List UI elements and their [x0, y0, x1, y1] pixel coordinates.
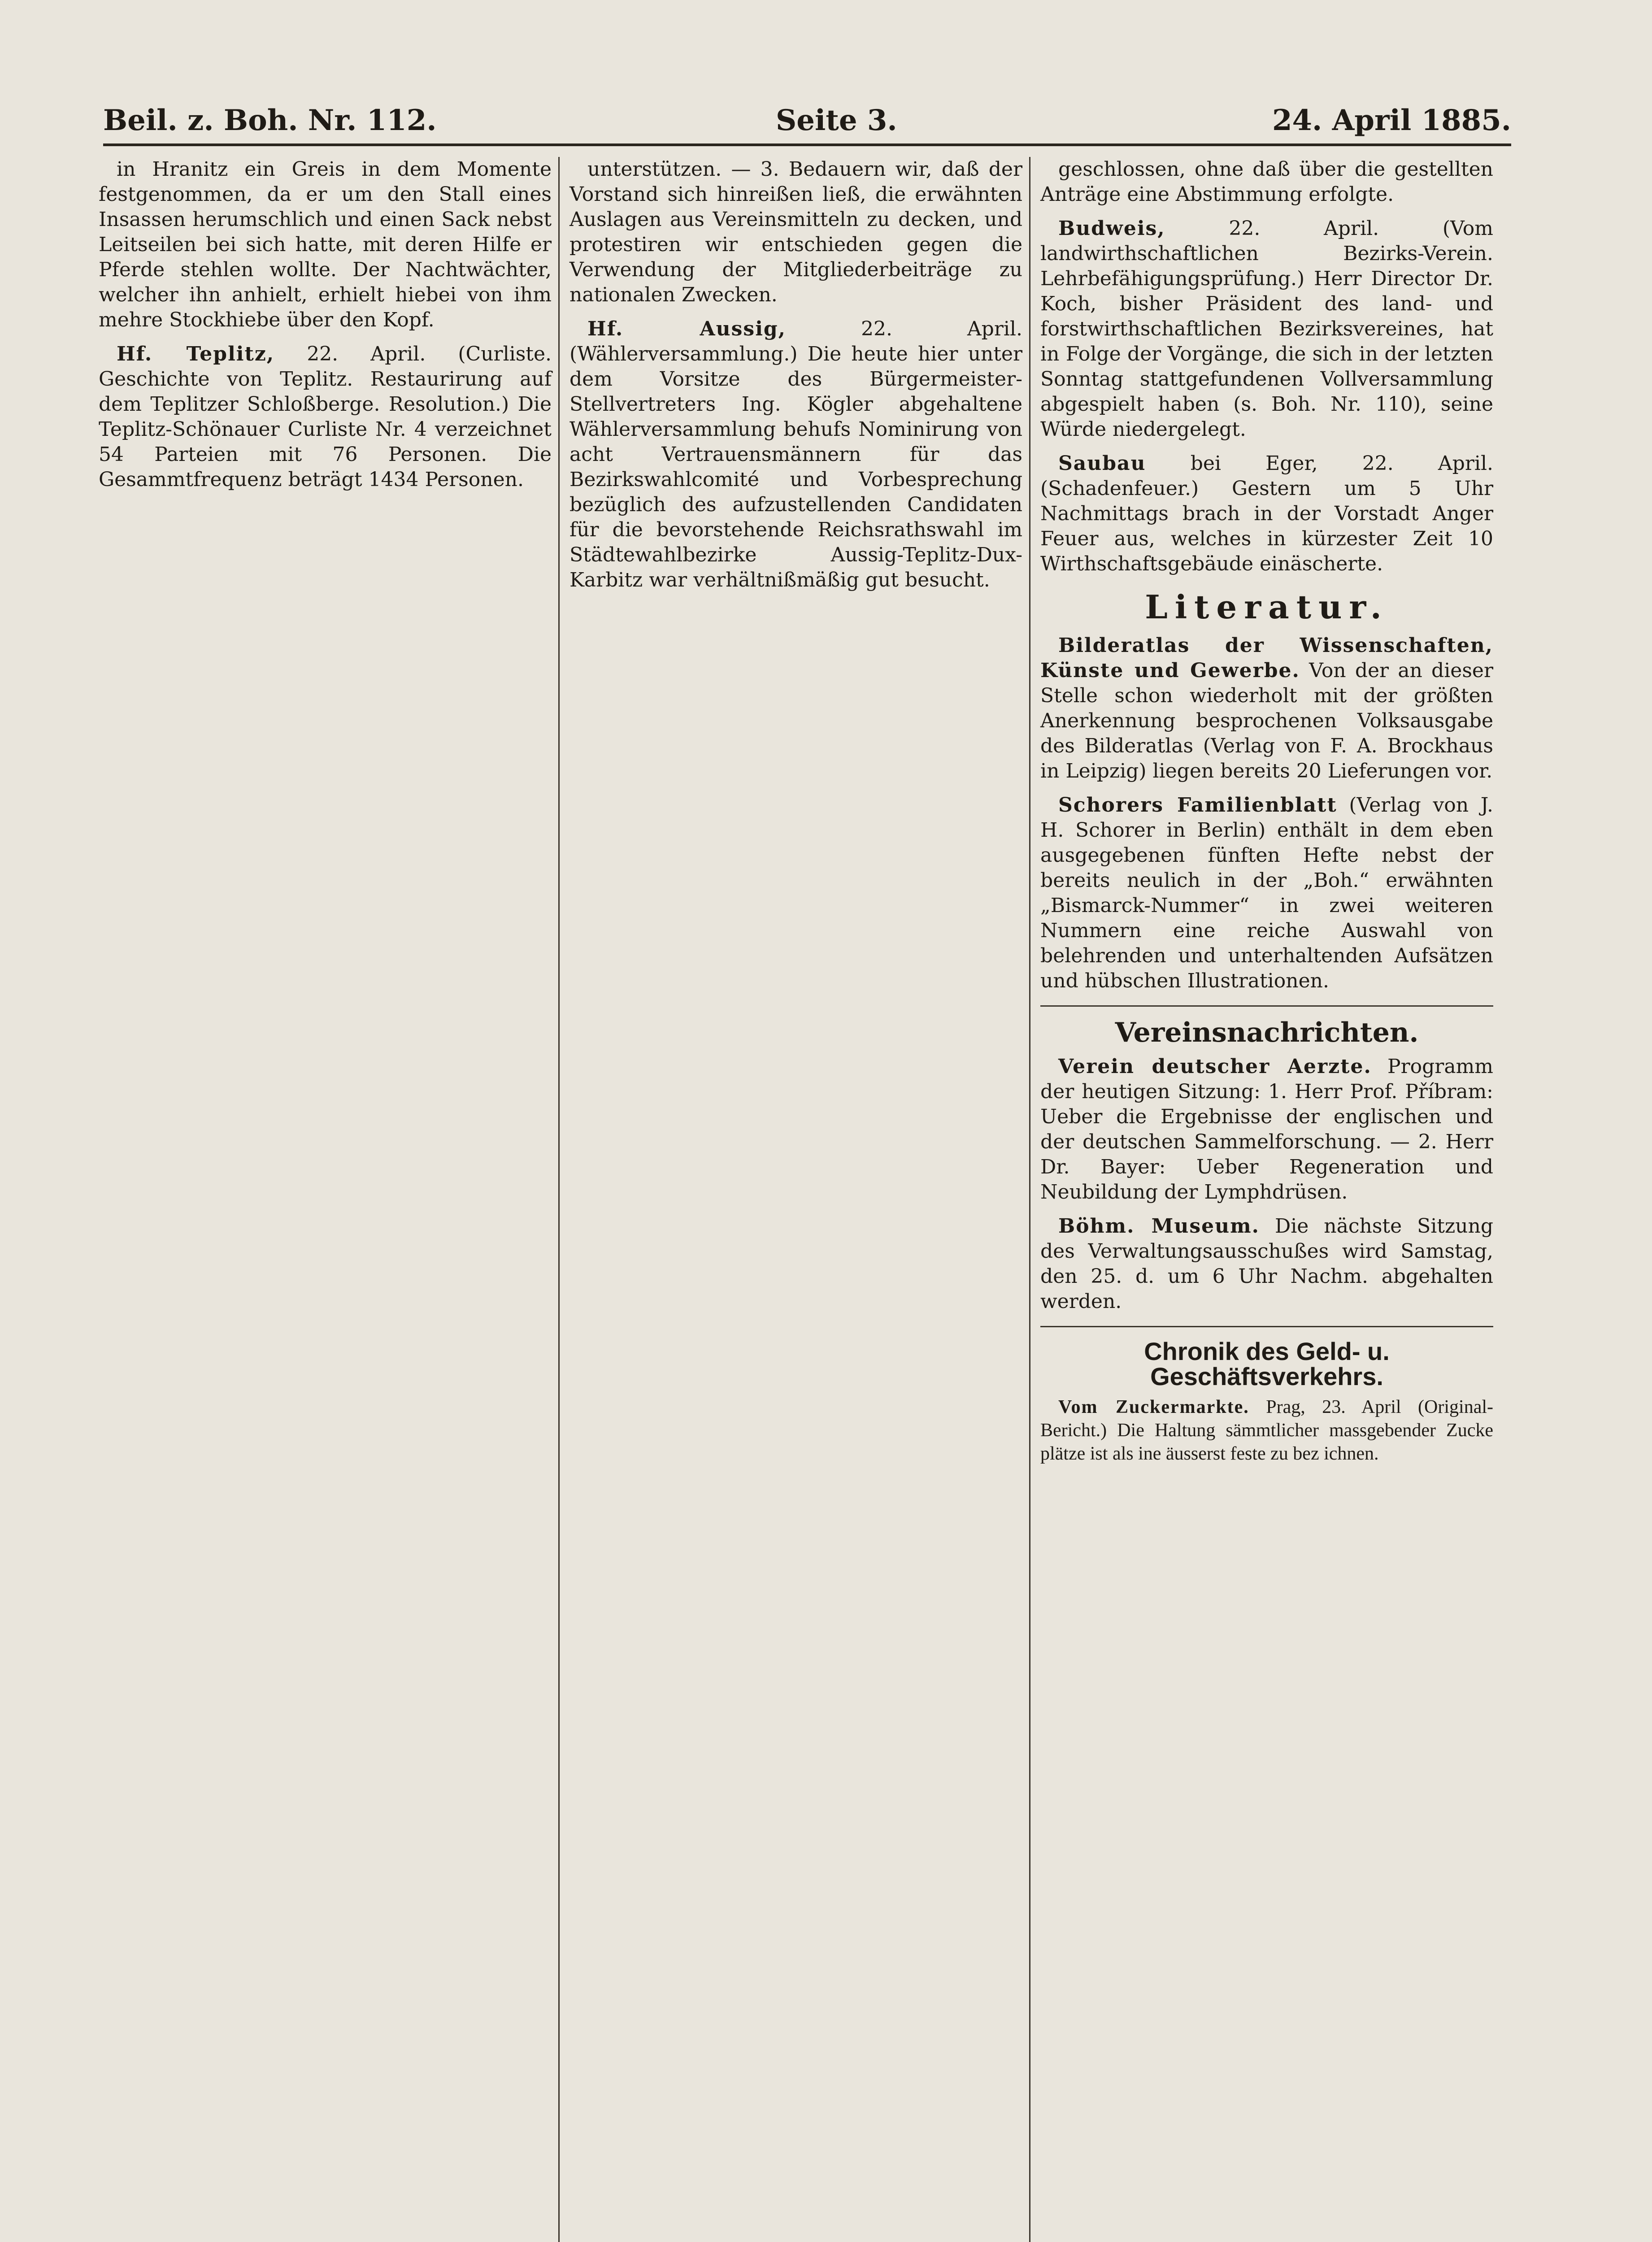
article-text: Programm der heutigen Sitzung: 1. Herr Prof. Příbram: Ueber die Ergebnisse der englischen und der deutschen Sammelforschung. — 2. Herr Dr. Bayer: Ueber Regeneration und Neubildung der Lymphdrüsen. — [1040, 1055, 1493, 1204]
column-divider — [1029, 157, 1030, 2242]
section-title-vereinsnachrichten: Vereinsnachrichten. — [1115, 1017, 1419, 1048]
article-lead: Vom Zuckermarkte. — [1058, 1397, 1249, 1417]
article-text: Von der an dieser Stelle schon wiederholt mit der größten Anerkennung besprochenen Volksausgabe des Bilderatlas (Verlag von F. A. Brockhaus in Leipzig) liegen bereits 20 Lieferungen vor. — [1040, 659, 1493, 782]
column-1 — [99, 157, 552, 501]
article-text: Prag, 23. April (Original-Bericht.) Die Haltung sämmtlicher massgebender Zucke plätze ist als ine äusserst feste zu bez ichnen. — [1040, 1397, 1493, 1464]
section-title-chronik: Chronik des Geld- u. Geschäftsverkehrs. — [1144, 1337, 1390, 1390]
article-saubau — [1040, 451, 1493, 577]
literature-item — [1040, 633, 1493, 784]
article-lead: Budweis, — [1058, 217, 1165, 240]
club-news-item — [1040, 1054, 1493, 1205]
literature-item — [1040, 793, 1493, 994]
market-report — [1040, 1395, 1493, 1465]
article-lead: Hf. Teplitz, — [117, 343, 275, 365]
article-date: 22. April. — [307, 343, 426, 365]
article-paragraph: unterstützen. — 3. Bedauern wir, daß der Vorstand sich hinreißen ließ, die erwähnten Auslagen aus Vereinsmitteln zu decken, und protestiren wir entschieden gegen die Verwendung der Mitgliederbeiträge zu nationalen Zwecken. — [570, 158, 1022, 306]
article-lead: Hf. Aussig, — [587, 317, 786, 340]
column-divider — [558, 157, 560, 2242]
column-2 — [570, 157, 1022, 602]
article-teplitz — [99, 342, 552, 492]
article-text: Die nächste Sitzung des Verwaltungsausschußes wird Samstag, den 25. d. um 6 Uhr Nachm. abgehalten werden. — [1040, 1215, 1493, 1313]
article-budweis — [1040, 216, 1493, 442]
column-3 — [1040, 157, 1493, 1474]
article-text: (Curliste. Geschichte von Teplitz. Restaurirung auf dem Teplitzer Schloßberge. Resolution.) Die Teplitz-Schönauer Curliste Nr. 4 verzeichnet 54 Parteien mit 76 Personen. Die Gesammtfrequenz beträgt 1434 Personen. — [99, 343, 552, 491]
article-paragraph: geschlossen, ohne daß über die gestellten Anträge eine Abstimmung erfolgte. — [1040, 158, 1493, 206]
article-paragraph: in Hranitz ein Greis in dem Momente festgenommen, da er um den Stall eines Insassen herumschlich und einen Sack nebst Leitseilen bei sich hatte, mit deren Hilfe er Pferde stehlen wollte. Der Nachtwächter, welcher ihn anhielt, erhielt hiebei von ihm mehre Stockhiebe über den Kopf. — [99, 158, 552, 331]
article-date: 22. April. — [1229, 217, 1379, 240]
article-text: (Wählerversammlung.) Die heute hier unter dem Vorsitze des Bürgermeister-Stellvertreters Ing. Kögler abgehaltene Wählerversammlung behufs Nominirung von acht Vertrauensmännern für das Bezirkswahlcomité und Vorbesprechung bezüglich des aufzustellenden Candidaten für die bevorstehende Reichsrathswahl im Städtewahlbezirke Aussig-Teplitz-Dux-Karbitz war verhältnißmäßig gut besucht. — [570, 343, 1022, 591]
page-header — [103, 94, 1511, 146]
article-lead: Schorers Familienblatt — [1058, 794, 1337, 817]
newspaper-page — [90, 81, 1525, 2242]
section-divider — [1040, 1005, 1493, 1007]
article-lead: Bilderatlas der Wissenschaften, Künste und Gewerbe. — [1040, 634, 1493, 682]
article-text: bei Eger, 22. April. (Schadenfeuer.) Gestern um 5 Uhr Nachmittags brach in der Vorstadt Anger Feuer aus, welches in kürzester Zeit 10 Wirthschaftsgebäude einäscherte. — [1040, 452, 1493, 575]
article-lead: Saubau — [1058, 452, 1146, 475]
club-news-item — [1040, 1214, 1493, 1314]
article-text: (Verlag von J. H. Schorer in Berlin) enthält in dem eben ausgegebenen fünften Hefte nebst der bereits neulich in der „Boh.“ erwähnten „Bismarck-Nummer“ in zwei weiteren Nummern eine reiche Auswahl von belehrenden und unterhaltenden Aufsätzen und hübschen Illustrationen. — [1040, 794, 1493, 992]
section-title-literatur: Literatur. — [1145, 588, 1389, 626]
article-lead: Verein deutscher Aerzte. — [1058, 1055, 1372, 1078]
page-number: Seite 3. — [776, 104, 897, 137]
article-date: 22. April. — [861, 317, 1022, 340]
section-divider — [1040, 1326, 1493, 1327]
article-text: (Vom landwirthschaftlichen Bezirks-Verein. Lehrbefähigungsprüfung.) Herr Director Dr. Koch, bisher Präsident des land- und forstwirthschaftlichen Bezirksvereines, hat in Folge der Vorgänge, die sich in der letzten Sonntag stattgefundenen Vollversammlung abgespielt haben (s. Boh. Nr. 110), seine Würde niedergelegt. — [1040, 217, 1493, 441]
article-lead: Böhm. Museum. — [1058, 1215, 1260, 1238]
article-aussig — [570, 317, 1022, 593]
issue-date: 24. April 1885. — [1272, 104, 1511, 137]
issue-label: Beil. z. Boh. Nr. 112. — [103, 104, 437, 137]
